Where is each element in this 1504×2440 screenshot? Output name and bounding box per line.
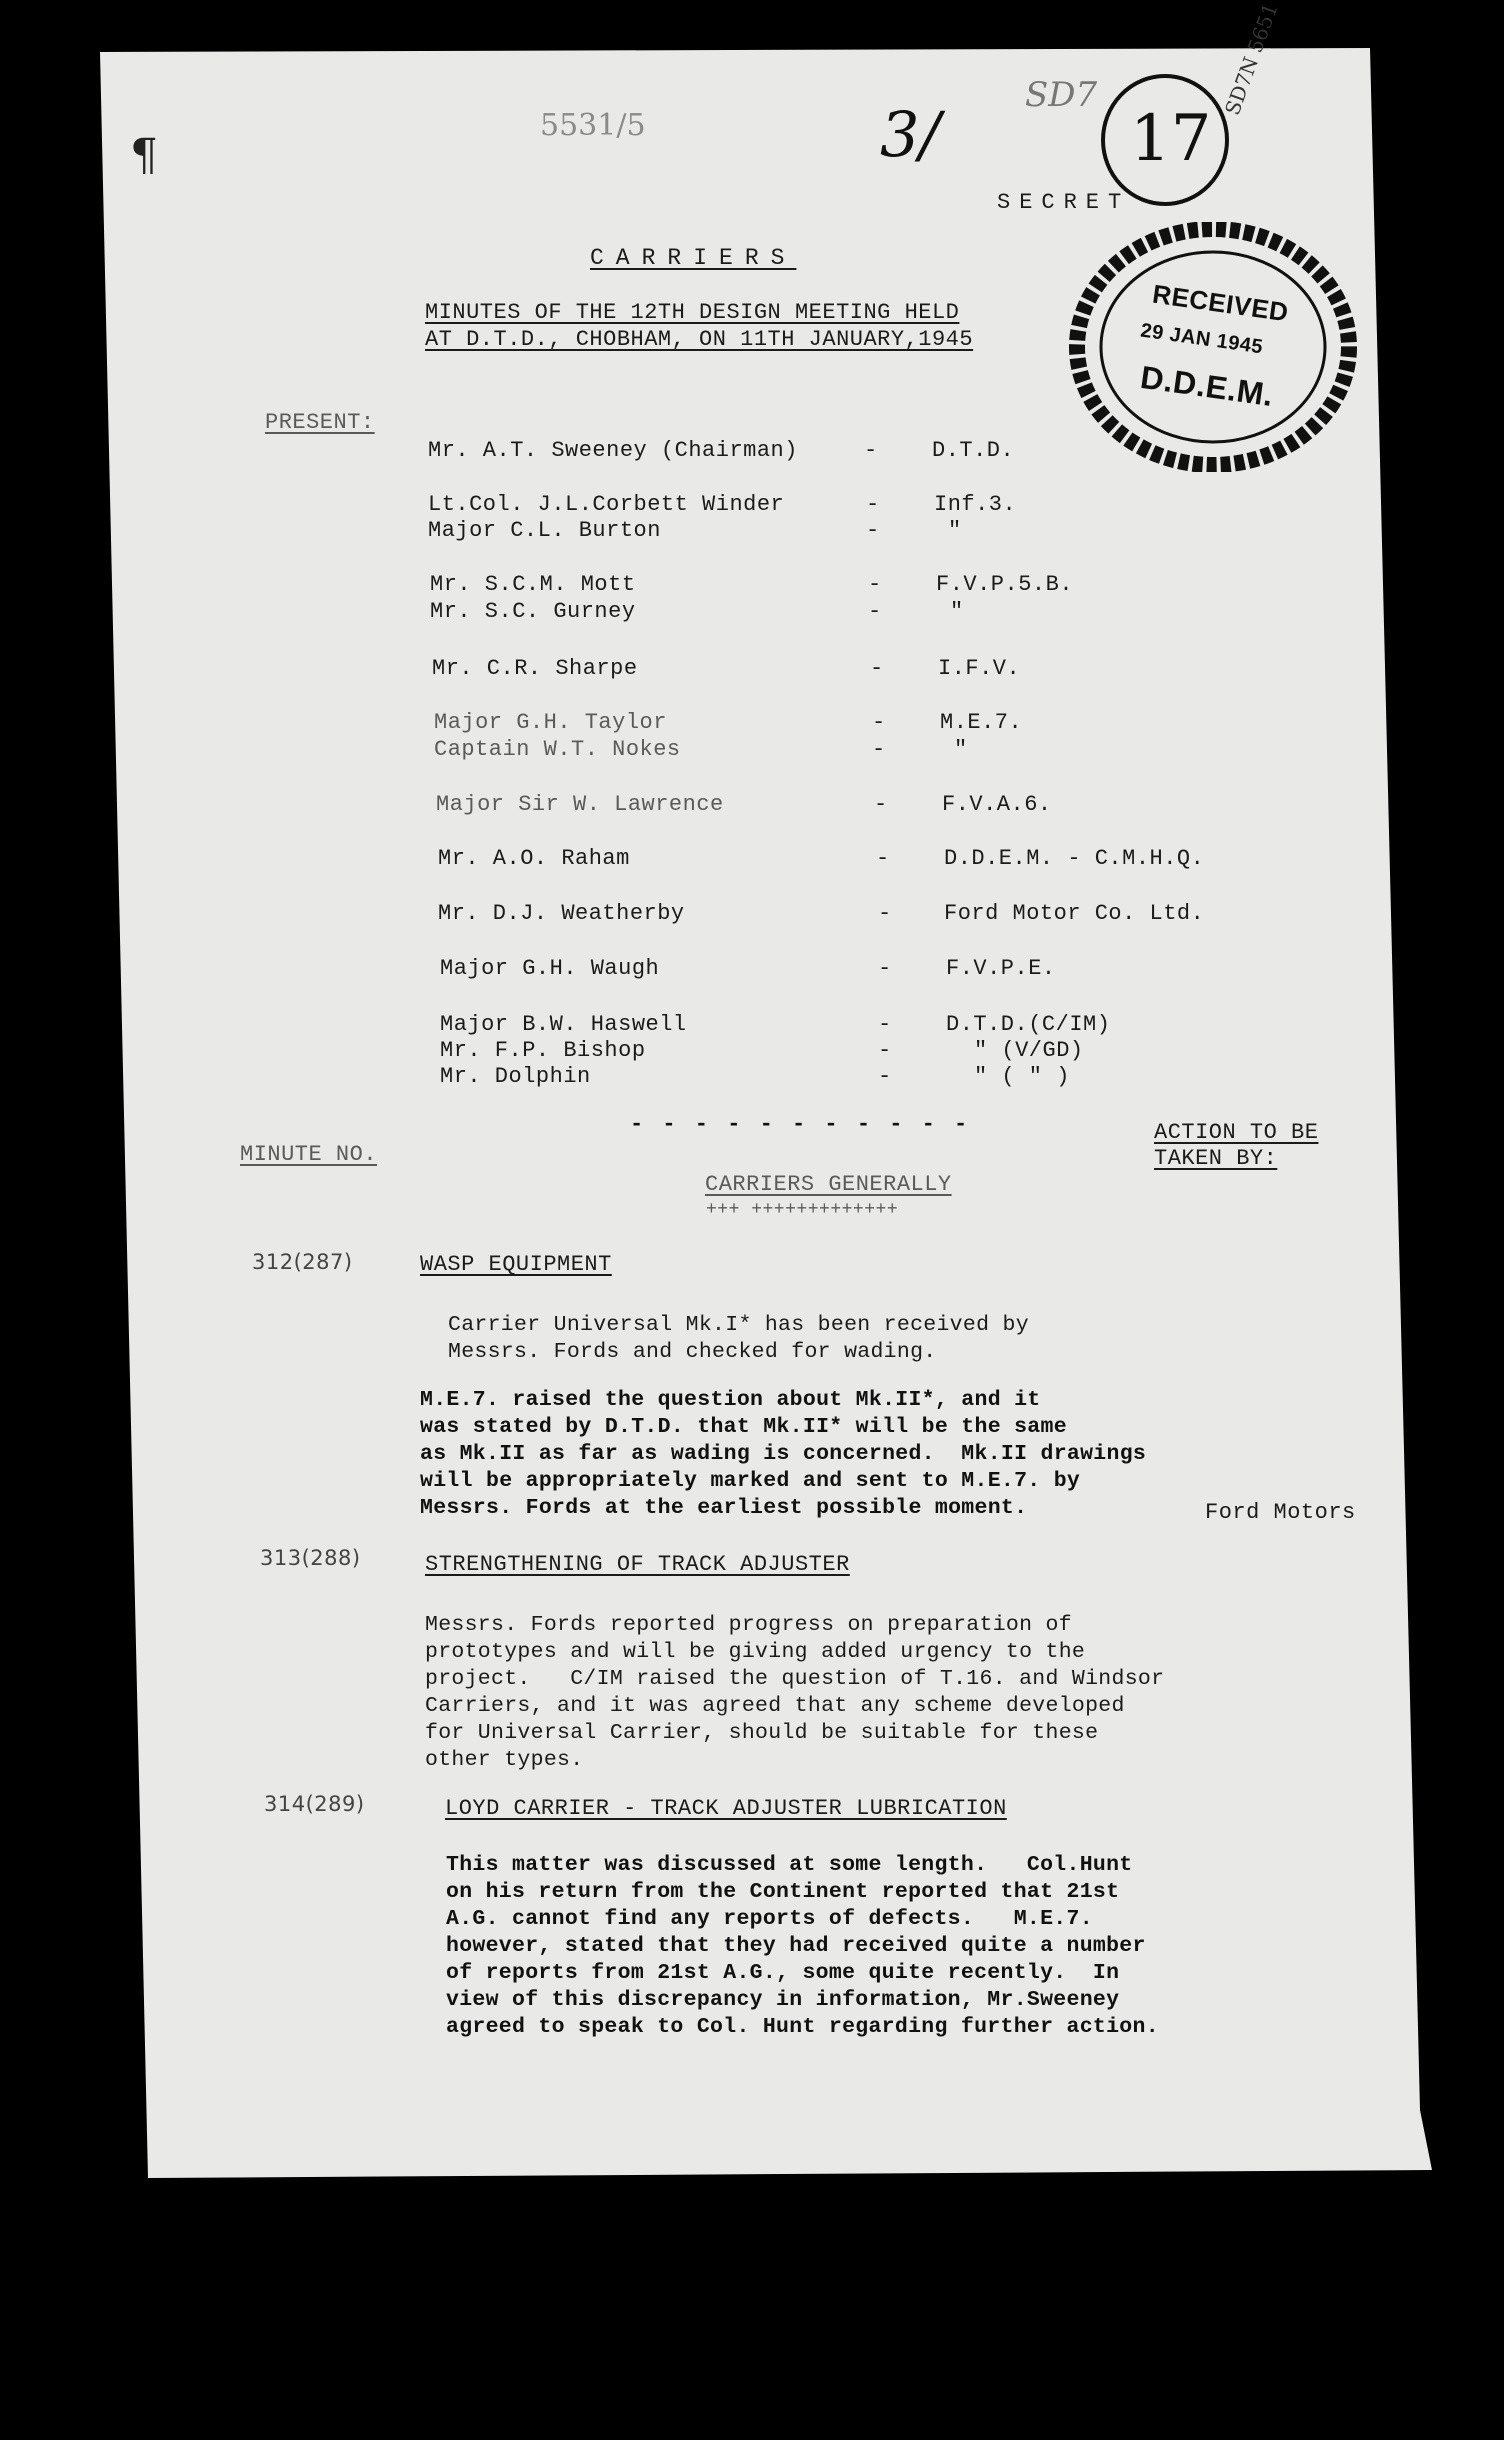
file-code: SD7	[1025, 75, 1098, 115]
attendee-dash: -	[872, 737, 886, 762]
attendee-org: Inf.3.	[934, 492, 1017, 517]
attendee-name: Major Sir W. Lawrence	[436, 792, 724, 817]
attendee-dash: -	[866, 518, 880, 543]
minute-no-label: MINUTE NO.	[240, 1142, 378, 1167]
attendee-name: Mr. F.P. Bishop	[440, 1038, 646, 1063]
attendee-dash: -	[868, 572, 882, 597]
minute-paragraph: This matter was discussed at some length. Col.Hunt on his return from the Continent reported that 21st A.G. cannot find any reports of defects. M.E.7. however, stated that they had received quite a number of reports from 21st A.G., some quite recently. In view of this discrepancy in information, Mr.Sweeney agreed to speak to Col. Hunt regarding further action.	[446, 1853, 1159, 2039]
divider: - - - - - - - - - - -	[630, 1112, 971, 1137]
attendee-org: I.F.V.	[938, 656, 1021, 681]
attendee-org: M.E.7.	[940, 710, 1023, 735]
attendee-dash: -	[868, 599, 882, 624]
minute-paragraph: Carrier Universal Mk.I* has been received by Messrs. Fords and checked for wading.	[448, 1313, 1029, 1364]
minute-number: 312(287)	[252, 1250, 353, 1274]
attendee-dash: -	[866, 492, 880, 517]
attendee-name: Mr. D.J. Weatherby	[438, 901, 685, 926]
attendee-dash: -	[872, 710, 886, 735]
attendee-name: Mr. S.C.M. Mott	[430, 572, 636, 597]
stamp-office: D.D.E.M.	[1138, 358, 1276, 414]
attendee-name: Mr. A.T. Sweeney (Chairman)	[428, 438, 798, 463]
reference-number: 5531/5	[540, 108, 646, 143]
minute-action: Ford Motors	[1205, 1500, 1356, 1525]
attendee-dash: -	[874, 792, 888, 817]
action-label-line-2: TAKEN BY:	[1154, 1146, 1278, 1171]
attendee-dash: -	[878, 1038, 892, 1063]
present-label: PRESENT:	[265, 410, 375, 435]
folio-mark: 3/	[880, 98, 941, 171]
minute-number: 313(288)	[260, 1546, 361, 1570]
attendee-dash: -	[878, 1012, 892, 1037]
minute-heading: WASP EQUIPMENT	[420, 1252, 612, 1277]
attendee-org: F.V.P.E.	[946, 956, 1056, 981]
attendee-name: Mr. S.C. Gurney	[430, 599, 636, 624]
attendee-org: D.T.D.	[932, 438, 1015, 463]
attendee-org: F.V.P.5.B.	[936, 572, 1074, 597]
section-rule: +++ +++++++++++++	[706, 1200, 899, 1220]
attendee-dash: -	[878, 956, 892, 981]
attendee-org: "	[948, 518, 962, 543]
minute-paragraph: Messrs. Fords reported progress on preparation of prototypes and will be giving added urgency to the project. C/IM raised the question of T.16. and Windsor Carriers, and it was agreed that any scheme developed for Universal Carrier, should be suitable for these other types.	[425, 1613, 1165, 1772]
circled-number: 17	[1130, 102, 1212, 176]
minute-paragraph: M.E.7. raised the question about Mk.II*, and it was stated by D.T.D. that Mk.II* will be the same as Mk.II as far as wading is concerned. Mk.II drawings will be appropriately marked and sent to M.E.7. by Messrs. Fords at the earliest possible moment.	[420, 1388, 1147, 1520]
attendee-dash: -	[876, 846, 890, 871]
attendee-name: Lt.Col. J.L.Corbett Winder	[428, 492, 785, 517]
document-title: CARRIERS	[590, 245, 797, 271]
attendee-org: " (V/GD)	[974, 1038, 1084, 1063]
attendee-name: Mr. A.O. Raham	[438, 846, 630, 871]
subtitle-line-1: MINUTES OF THE 12TH DESIGN MEETING HELD	[425, 300, 960, 325]
attendee-org: "	[950, 599, 964, 624]
attendee-name: Major C.L. Burton	[428, 518, 661, 543]
attendee-name: Mr. Dolphin	[440, 1064, 591, 1089]
minute-heading: STRENGTHENING OF TRACK ADJUSTER	[425, 1552, 850, 1577]
attendee-dash: -	[878, 901, 892, 926]
attendee-org: D.D.E.M. - C.M.H.Q.	[944, 846, 1205, 871]
action-label-line-1: ACTION TO BE	[1154, 1120, 1319, 1145]
subtitle-line-2: AT D.T.D., CHOBHAM, ON 11TH JANUARY,1945	[425, 327, 974, 352]
section-heading: CARRIERS GENERALLY	[705, 1172, 952, 1197]
stamp-received: RECEIVED	[1150, 278, 1291, 328]
attendee-dash: -	[878, 1064, 892, 1089]
attendee-dash: -	[870, 656, 884, 681]
attendee-name: Mr. C.R. Sharpe	[432, 656, 638, 681]
corner-mark: ¶	[130, 130, 158, 181]
attendee-name: Major G.H. Waugh	[440, 956, 660, 981]
attendee-name: Captain W.T. Nokes	[434, 737, 681, 762]
classification: SECRET	[997, 190, 1131, 215]
margin-code: SD7N 5651	[1220, 0, 1283, 119]
attendee-dash: -	[864, 438, 878, 463]
minute-number: 314(289)	[264, 1792, 365, 1816]
minute-heading: LOYD CARRIER - TRACK ADJUSTER LUBRICATION	[445, 1796, 1007, 1821]
attendee-org: " ( " )	[974, 1064, 1070, 1089]
attendee-name: Major B.W. Haswell	[440, 1012, 687, 1037]
attendee-org: Ford Motor Co. Ltd.	[944, 901, 1205, 926]
attendee-org: F.V.A.6.	[942, 792, 1052, 817]
attendee-org: D.T.D.(C/IM)	[946, 1012, 1111, 1037]
attendee-org: "	[954, 737, 968, 762]
stamp-date: 29 JAN 1945	[1139, 319, 1265, 359]
attendee-name: Major G.H. Taylor	[434, 710, 667, 735]
